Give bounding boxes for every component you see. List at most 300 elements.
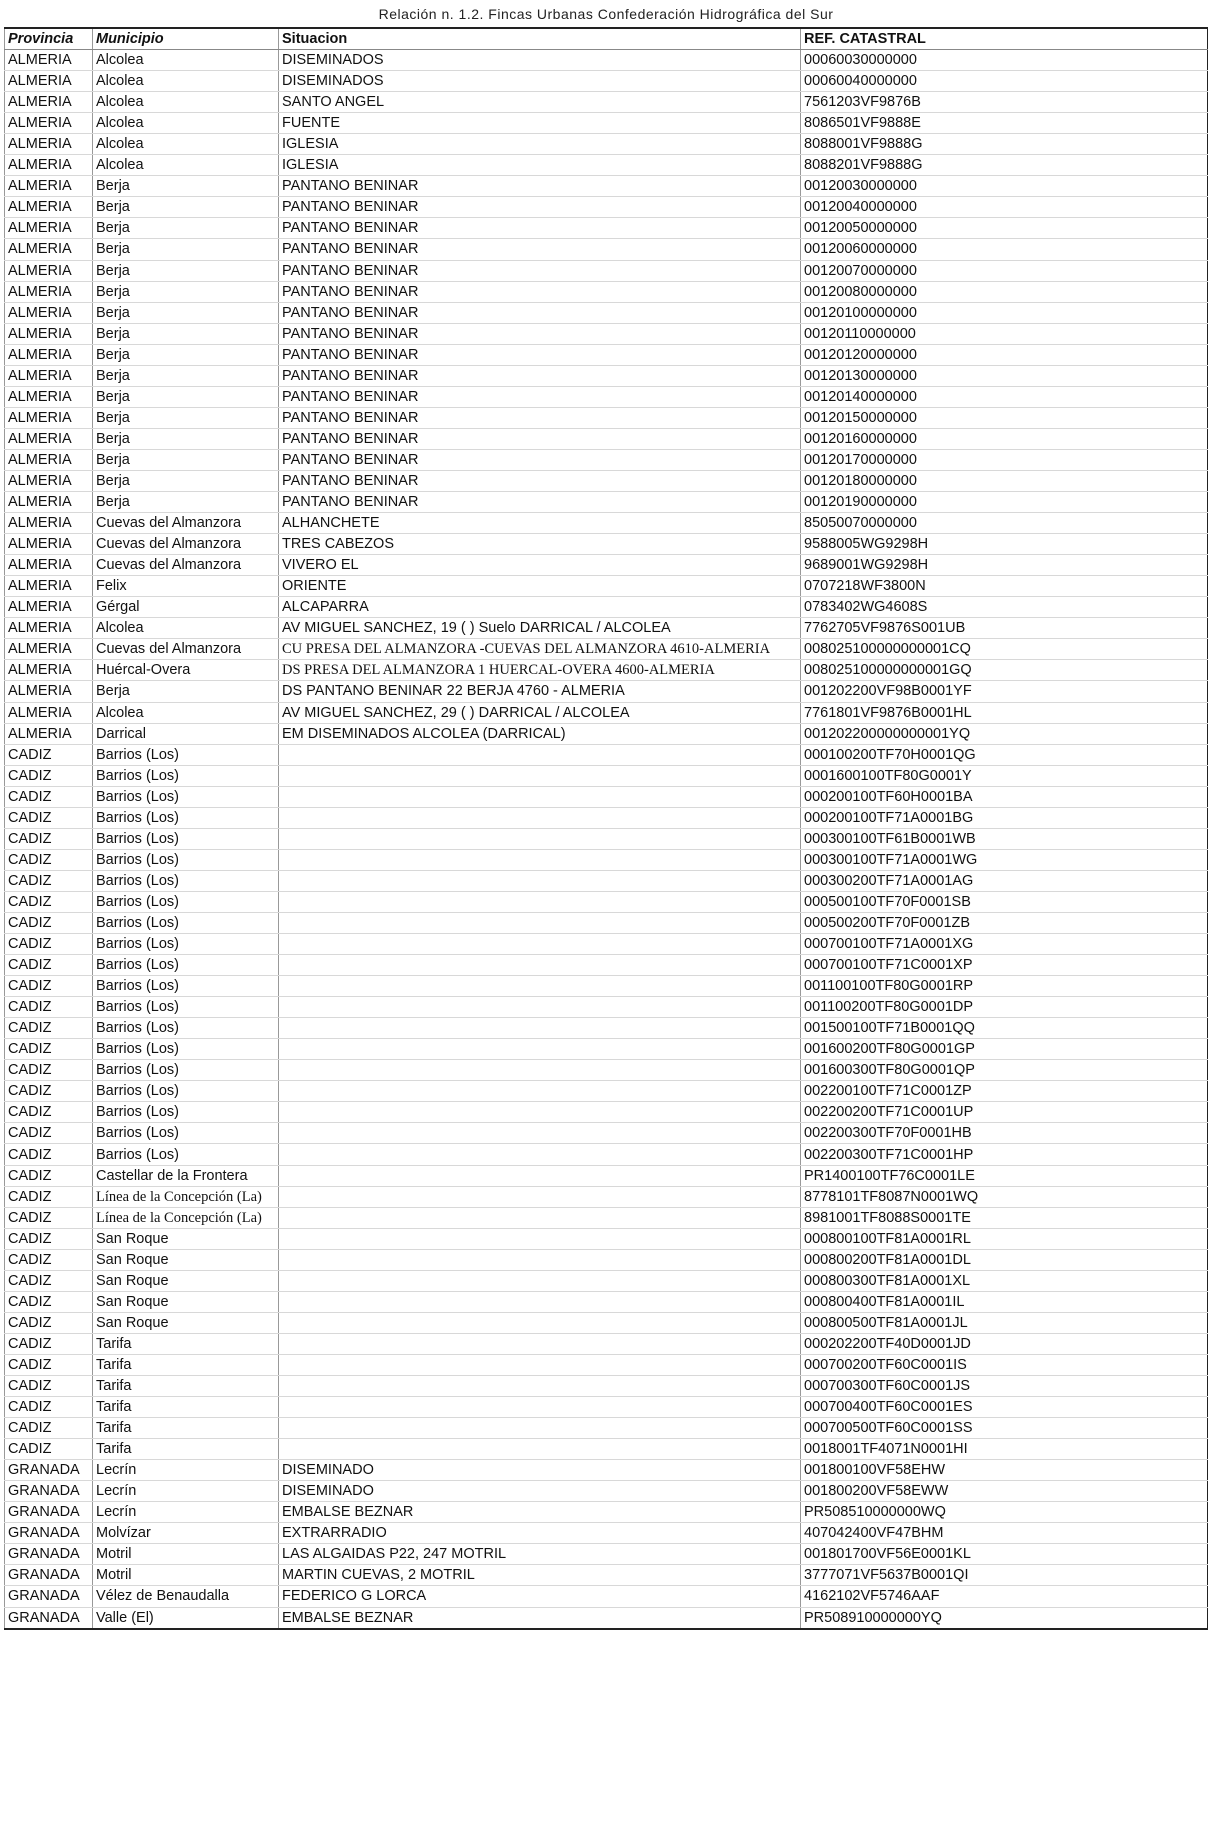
cell-ref-catastral: 8981001TF8088S0001TE [801,1207,1208,1228]
cell-situacion [279,1354,801,1375]
cell-situacion: CU PRESA DEL ALMANZORA -CUEVAS DEL ALMANZORA 4610-ALMERIA [279,639,801,660]
cell-municipio: Cuevas del Almanzora [93,513,279,534]
cell-municipio: Alcolea [93,92,279,113]
cell-provincia: ALMERIA [5,597,93,618]
cell-ref-catastral: 3777071VF5637B0001QI [801,1565,1208,1586]
cell-situacion [279,1102,801,1123]
cell-situacion [279,807,801,828]
table-row [5,1039,1208,1060]
cell-ref-catastral: 001600200TF80G0001GP [801,1039,1208,1060]
cell-situacion: PANTANO BENINAR [279,365,801,386]
cell-municipio: Lecrín [93,1481,279,1502]
cell-municipio: San Roque [93,1312,279,1333]
cell-provincia: CADIZ [5,934,93,955]
cell-municipio: Barrios (Los) [93,976,279,997]
cell-provincia: GRANADA [5,1502,93,1523]
cell-municipio: Alcolea [93,134,279,155]
table-row [5,807,1208,828]
table-row [5,407,1208,428]
cell-municipio: Lecrín [93,1460,279,1481]
cell-municipio: Berja [93,407,279,428]
cell-situacion: EM DISEMINADOS ALCOLEA (DARRICAL) [279,723,801,744]
table-row [5,555,1208,576]
cell-situacion: PANTANO BENINAR [279,197,801,218]
cell-municipio: Lecrín [93,1502,279,1523]
cell-ref-catastral: 85050070000000 [801,513,1208,534]
cell-situacion: AV MIGUEL SANCHEZ, 19 ( ) Suelo DARRICAL / ALCOLEA [279,618,801,639]
cell-municipio: Berja [93,197,279,218]
cell-ref-catastral: 001100100TF80G0001RP [801,976,1208,997]
cell-municipio: Motril [93,1544,279,1565]
table-row [5,1460,1208,1481]
cell-provincia: CADIZ [5,1060,93,1081]
table-row [5,1144,1208,1165]
cell-ref-catastral: 7761801VF9876B0001HL [801,702,1208,723]
table-row [5,723,1208,744]
cell-situacion: SANTO ANGEL [279,92,801,113]
cell-provincia: CADIZ [5,765,93,786]
cell-municipio: Alcolea [93,702,279,723]
cell-situacion [279,1144,801,1165]
table-row [5,1207,1208,1228]
cell-ref-catastral: 000202200TF40D0001JD [801,1333,1208,1354]
cell-situacion: LAS ALGAIDAS P22, 247 MOTRIL [279,1544,801,1565]
cell-municipio: Barrios (Los) [93,765,279,786]
table-row [5,1502,1208,1523]
table-row [5,912,1208,933]
table-row [5,702,1208,723]
table-row [5,744,1208,765]
cell-municipio: Tarifa [93,1376,279,1397]
table-row [5,218,1208,239]
cell-municipio: Cuevas del Almanzora [93,639,279,660]
cell-municipio: Berja [93,470,279,491]
cell-municipio: Barrios (Los) [93,891,279,912]
cell-provincia: ALMERIA [5,71,93,92]
cell-municipio: Berja [93,323,279,344]
cell-situacion: DS PANTANO BENINAR 22 BERJA 4760 - ALMERIA [279,681,801,702]
cell-ref-catastral: 000300100TF71A0001WG [801,849,1208,870]
cell-municipio: Felix [93,576,279,597]
table-row [5,534,1208,555]
table-row [5,576,1208,597]
table-row [5,239,1208,260]
cell-ref-catastral: 000800500TF81A0001JL [801,1312,1208,1333]
cell-municipio: Vélez de Benaudalla [93,1586,279,1607]
cell-situacion [279,976,801,997]
cell-ref-catastral: 000700300TF60C0001JS [801,1376,1208,1397]
cell-ref-catastral: 002200100TF71C0001ZP [801,1081,1208,1102]
cell-municipio: San Roque [93,1228,279,1249]
cell-ref-catastral: 7762705VF9876S001UB [801,618,1208,639]
cell-municipio: Barrios (Los) [93,997,279,1018]
cell-municipio: Berja [93,260,279,281]
cell-municipio: San Roque [93,1249,279,1270]
cell-provincia: CADIZ [5,1333,93,1354]
cell-ref-catastral: 8088201VF9888G [801,155,1208,176]
cell-ref-catastral: 00120080000000 [801,281,1208,302]
table-row [5,176,1208,197]
cell-ref-catastral: 00120040000000 [801,197,1208,218]
cell-municipio: Huércal-Overa [93,660,279,681]
cell-municipio: Barrios (Los) [93,828,279,849]
cell-provincia: GRANADA [5,1544,93,1565]
cell-municipio: Barrios (Los) [93,1102,279,1123]
table-row [5,1333,1208,1354]
table-row [5,1418,1208,1439]
cell-provincia: ALMERIA [5,407,93,428]
cell-provincia: ALMERIA [5,176,93,197]
table-row [5,92,1208,113]
cell-municipio: Alcolea [93,50,279,71]
cell-situacion [279,744,801,765]
cell-ref-catastral: 00060040000000 [801,71,1208,92]
cell-ref-catastral: 4162102VF5746AAF [801,1586,1208,1607]
table-row [5,260,1208,281]
cell-provincia: ALMERIA [5,618,93,639]
cell-provincia: ALMERIA [5,449,93,470]
cell-situacion: FUENTE [279,113,801,134]
cell-provincia: ALMERIA [5,576,93,597]
cell-ref-catastral: 002200300TF70F0001HB [801,1123,1208,1144]
cell-provincia: CADIZ [5,1186,93,1207]
cell-ref-catastral: 00120190000000 [801,492,1208,513]
cell-provincia: CADIZ [5,1018,93,1039]
cell-situacion: PANTANO BENINAR [279,176,801,197]
cell-ref-catastral: 001801700VF56E0001KL [801,1544,1208,1565]
cell-municipio: Barrios (Los) [93,1123,279,1144]
table-row [5,1523,1208,1544]
cell-provincia: ALMERIA [5,134,93,155]
table-row [5,618,1208,639]
cell-municipio: Barrios (Los) [93,1144,279,1165]
fincas-table [4,27,1208,1630]
table-row [5,1544,1208,1565]
cell-situacion [279,934,801,955]
cell-provincia: GRANADA [5,1481,93,1502]
cell-situacion [279,891,801,912]
cell-provincia: CADIZ [5,786,93,807]
cell-provincia: ALMERIA [5,281,93,302]
cell-ref-catastral: 9588005WG9298H [801,534,1208,555]
table-row [5,1376,1208,1397]
cell-situacion [279,1018,801,1039]
cell-municipio: Barrios (Los) [93,912,279,933]
cell-situacion [279,1418,801,1439]
cell-municipio: Darrical [93,723,279,744]
cell-situacion [279,1186,801,1207]
cell-provincia: CADIZ [5,1081,93,1102]
cell-provincia: ALMERIA [5,681,93,702]
cell-situacion [279,1397,801,1418]
cell-ref-catastral: 8088001VF9888G [801,134,1208,155]
cell-provincia: ALMERIA [5,323,93,344]
cell-provincia: CADIZ [5,870,93,891]
table-row [5,1165,1208,1186]
table-row [5,134,1208,155]
cell-ref-catastral: 000500200TF70F0001ZB [801,912,1208,933]
cell-situacion: IGLESIA [279,155,801,176]
table-row [5,449,1208,470]
cell-situacion [279,997,801,1018]
header-situacion: Situacion [279,28,801,50]
cell-ref-catastral: 002200300TF71C0001HP [801,1144,1208,1165]
table-row [5,597,1208,618]
table-row [5,1186,1208,1207]
cell-provincia: ALMERIA [5,702,93,723]
cell-provincia: CADIZ [5,1291,93,1312]
table-row [5,1354,1208,1375]
cell-provincia: CADIZ [5,1312,93,1333]
cell-ref-catastral: 002200200TF71C0001UP [801,1102,1208,1123]
cell-provincia: CADIZ [5,955,93,976]
cell-ref-catastral: 001202200000000001YQ [801,723,1208,744]
cell-municipio: Tarifa [93,1397,279,1418]
cell-provincia: ALMERIA [5,197,93,218]
cell-situacion: PANTANO BENINAR [279,344,801,365]
cell-municipio: Barrios (Los) [93,786,279,807]
cell-ref-catastral: 000800400TF81A0001IL [801,1291,1208,1312]
table-row [5,1270,1208,1291]
cell-provincia: ALMERIA [5,534,93,555]
cell-provincia: ALMERIA [5,260,93,281]
cell-situacion [279,1060,801,1081]
cell-provincia: CADIZ [5,912,93,933]
cell-ref-catastral: 000100200TF70H0001QG [801,744,1208,765]
cell-provincia: CADIZ [5,1102,93,1123]
cell-ref-catastral: 00120150000000 [801,407,1208,428]
cell-situacion: ALHANCHETE [279,513,801,534]
cell-ref-catastral: 000200100TF71A0001BG [801,807,1208,828]
cell-municipio: Barrios (Los) [93,744,279,765]
cell-situacion [279,849,801,870]
table-row [5,281,1208,302]
cell-municipio: Gérgal [93,597,279,618]
cell-provincia: ALMERIA [5,239,93,260]
cell-provincia: CADIZ [5,1228,93,1249]
cell-situacion [279,786,801,807]
cell-situacion: PANTANO BENINAR [279,470,801,491]
table-row [5,71,1208,92]
table-row [5,997,1208,1018]
cell-situacion [279,1291,801,1312]
cell-municipio: Barrios (Los) [93,870,279,891]
cell-provincia: ALMERIA [5,365,93,386]
cell-provincia: CADIZ [5,891,93,912]
cell-ref-catastral: 00120120000000 [801,344,1208,365]
cell-ref-catastral: 000800100TF81A0001RL [801,1228,1208,1249]
cell-municipio: Berja [93,302,279,323]
cell-ref-catastral: 9689001WG9298H [801,555,1208,576]
cell-municipio: Berja [93,218,279,239]
cell-provincia: CADIZ [5,828,93,849]
cell-situacion: EXTRARRADIO [279,1523,801,1544]
table-body [5,50,1208,1629]
cell-situacion: TRES CABEZOS [279,534,801,555]
table-row [5,1607,1208,1629]
cell-provincia: CADIZ [5,1123,93,1144]
cell-ref-catastral: 001202200VF98B0001YF [801,681,1208,702]
cell-situacion: AV MIGUEL SANCHEZ, 29 ( ) DARRICAL / ALCOLEA [279,702,801,723]
cell-provincia: ALMERIA [5,639,93,660]
cell-provincia: GRANADA [5,1607,93,1629]
table-row [5,197,1208,218]
cell-municipio: Barrios (Los) [93,807,279,828]
table-row [5,786,1208,807]
cell-ref-catastral: 00120110000000 [801,323,1208,344]
cell-provincia: ALMERIA [5,155,93,176]
table-row [5,976,1208,997]
cell-provincia: ALMERIA [5,113,93,134]
cell-ref-catastral: 00120160000000 [801,428,1208,449]
cell-municipio: Berja [93,492,279,513]
cell-provincia: CADIZ [5,976,93,997]
table-row [5,1312,1208,1333]
cell-situacion: PANTANO BENINAR [279,218,801,239]
cell-ref-catastral: 0783402WG4608S [801,597,1208,618]
cell-provincia: CADIZ [5,1439,93,1460]
header-provincia: Provincia [5,28,93,50]
table-row [5,302,1208,323]
cell-situacion [279,955,801,976]
cell-municipio: Alcolea [93,618,279,639]
cell-situacion: PANTANO BENINAR [279,281,801,302]
table-row [5,1397,1208,1418]
cell-municipio: Tarifa [93,1333,279,1354]
cell-ref-catastral: 00120030000000 [801,176,1208,197]
table-row [5,1018,1208,1039]
cell-situacion: DISEMINADO [279,1460,801,1481]
cell-situacion: PANTANO BENINAR [279,302,801,323]
cell-situacion: FEDERICO G LORCA [279,1586,801,1607]
cell-provincia: GRANADA [5,1523,93,1544]
cell-situacion: PANTANO BENINAR [279,239,801,260]
cell-ref-catastral: 00120100000000 [801,302,1208,323]
cell-provincia: ALMERIA [5,92,93,113]
cell-ref-catastral: 001800200VF58EWW [801,1481,1208,1502]
cell-provincia: CADIZ [5,1207,93,1228]
table-row [5,1565,1208,1586]
cell-situacion: PANTANO BENINAR [279,428,801,449]
cell-municipio: Barrios (Los) [93,1039,279,1060]
cell-municipio: San Roque [93,1291,279,1312]
cell-municipio: Berja [93,176,279,197]
cell-situacion [279,1270,801,1291]
cell-situacion [279,1207,801,1228]
cell-situacion: ORIENTE [279,576,801,597]
cell-ref-catastral: 00120070000000 [801,260,1208,281]
cell-ref-catastral: 000300100TF61B0001WB [801,828,1208,849]
table-row [5,428,1208,449]
cell-ref-catastral: 8778101TF8087N0001WQ [801,1186,1208,1207]
cell-provincia: ALMERIA [5,428,93,449]
page-title: Relación n. 1.2. Fincas Urbanas Confederación Hidrográfica del Sur [378,6,834,22]
cell-ref-catastral: 0001600100TF80G0001Y [801,765,1208,786]
table-row [5,365,1208,386]
table-row [5,1060,1208,1081]
cell-municipio: Berja [93,344,279,365]
cell-provincia: ALMERIA [5,386,93,407]
cell-provincia: ALMERIA [5,344,93,365]
cell-situacion [279,1333,801,1354]
cell-provincia: CADIZ [5,1354,93,1375]
cell-provincia: CADIZ [5,1397,93,1418]
table-row [5,1102,1208,1123]
cell-municipio: Barrios (Los) [93,1060,279,1081]
cell-situacion [279,1228,801,1249]
cell-ref-catastral: 00120180000000 [801,470,1208,491]
cell-municipio: San Roque [93,1270,279,1291]
table-row [5,1586,1208,1607]
cell-provincia: ALMERIA [5,218,93,239]
table-row [5,113,1208,134]
cell-situacion: PANTANO BENINAR [279,260,801,281]
cell-ref-catastral: 000500100TF70F0001SB [801,891,1208,912]
cell-situacion: IGLESIA [279,134,801,155]
cell-municipio: Alcolea [93,71,279,92]
table-row [5,934,1208,955]
cell-municipio: Valle (El) [93,1607,279,1629]
cell-municipio: Castellar de la Frontera [93,1165,279,1186]
table-row [5,639,1208,660]
cell-provincia: CADIZ [5,1249,93,1270]
table-row [5,323,1208,344]
cell-municipio: Berja [93,428,279,449]
table-row [5,765,1208,786]
cell-municipio: Tarifa [93,1354,279,1375]
cell-situacion [279,765,801,786]
cell-provincia: CADIZ [5,1144,93,1165]
cell-provincia: CADIZ [5,1376,93,1397]
cell-ref-catastral: 00060030000000 [801,50,1208,71]
table-row [5,155,1208,176]
table-header-row [5,28,1208,50]
cell-municipio: Línea de la Concepción (La) [93,1186,279,1207]
cell-ref-catastral: PR508510000000WQ [801,1502,1208,1523]
cell-ref-catastral: 000700200TF60C0001IS [801,1354,1208,1375]
cell-provincia: CADIZ [5,1039,93,1060]
cell-situacion: DS PRESA DEL ALMANZORA 1 HUERCAL-OVERA 4600-ALMERIA [279,660,801,681]
cell-ref-catastral: 000800200TF81A0001DL [801,1249,1208,1270]
cell-ref-catastral: 000700500TF60C0001SS [801,1418,1208,1439]
cell-ref-catastral: 008025100000000001GQ [801,660,1208,681]
table-row [5,492,1208,513]
table-row [5,344,1208,365]
cell-ref-catastral: 000300200TF71A0001AG [801,870,1208,891]
cell-provincia: CADIZ [5,807,93,828]
cell-situacion: DISEMINADO [279,1481,801,1502]
cell-situacion [279,1439,801,1460]
table-row [5,1481,1208,1502]
cell-situacion: PANTANO BENINAR [279,492,801,513]
cell-ref-catastral: 001100200TF80G0001DP [801,997,1208,1018]
cell-situacion [279,828,801,849]
cell-provincia: ALMERIA [5,50,93,71]
cell-municipio: Línea de la Concepción (La) [93,1207,279,1228]
cell-situacion [279,1165,801,1186]
cell-situacion [279,1376,801,1397]
cell-ref-catastral: 001500100TF71B0001QQ [801,1018,1208,1039]
cell-situacion: PANTANO BENINAR [279,386,801,407]
cell-municipio: Berja [93,239,279,260]
cell-municipio: Berja [93,681,279,702]
cell-situacion [279,870,801,891]
cell-ref-catastral: 00120060000000 [801,239,1208,260]
cell-municipio: Berja [93,365,279,386]
cell-municipio: Cuevas del Almanzora [93,534,279,555]
cell-ref-catastral: 0018001TF4071N0001HI [801,1439,1208,1460]
cell-situacion: VIVERO EL [279,555,801,576]
